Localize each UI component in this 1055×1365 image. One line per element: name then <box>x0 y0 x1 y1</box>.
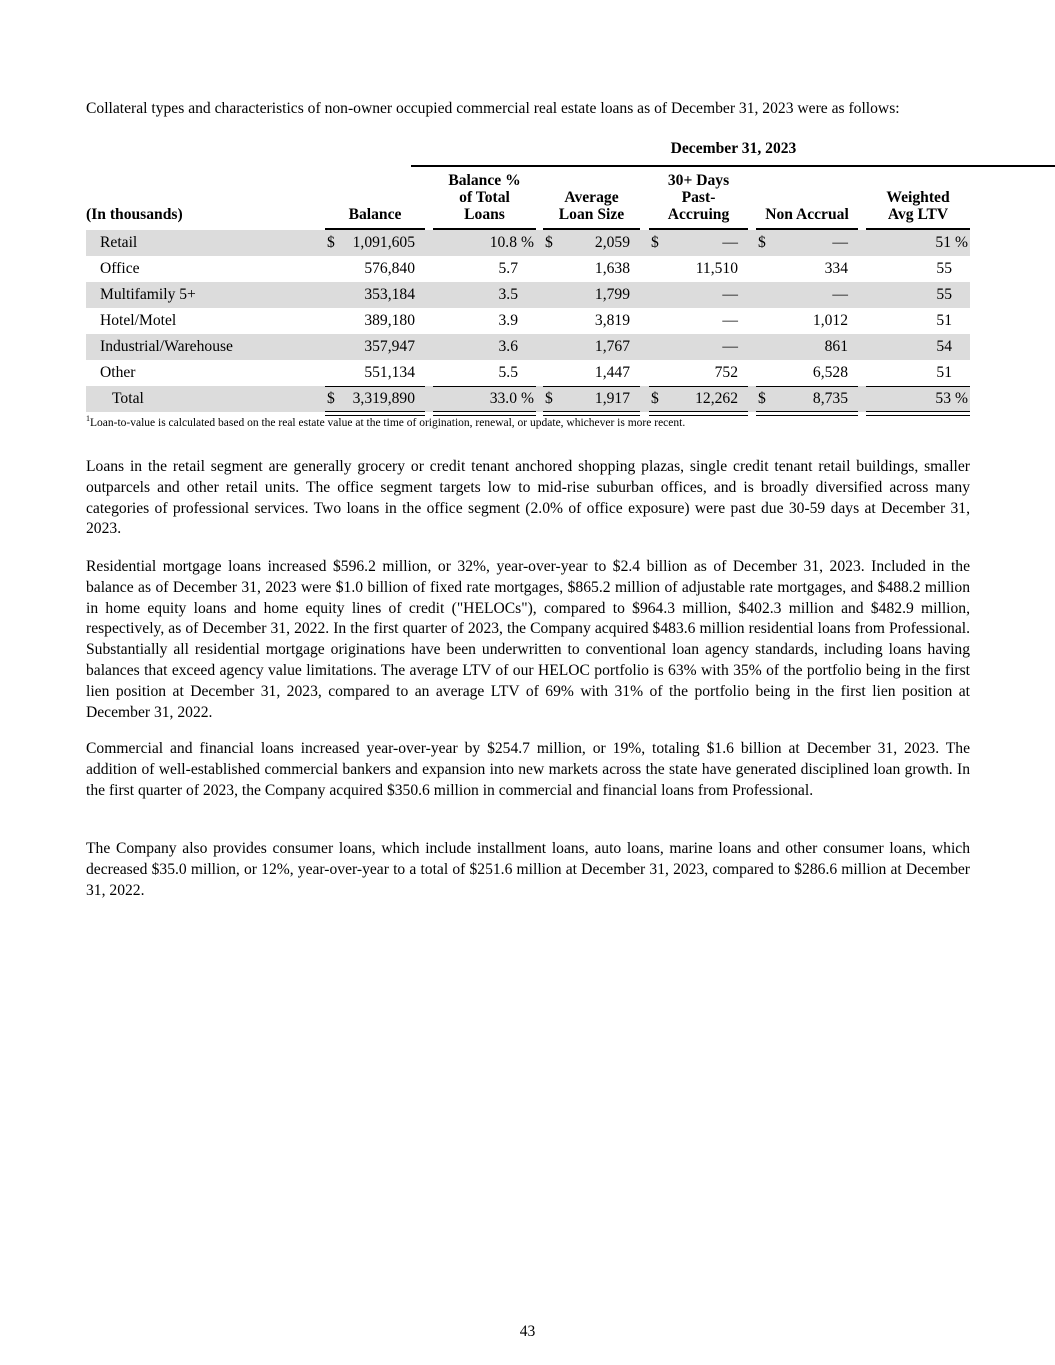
avg-loan-size-cell <box>543 230 630 256</box>
balance-cell <box>325 308 415 334</box>
table-footnote <box>86 414 685 429</box>
total-top-rule <box>866 386 970 387</box>
total-top-rule <box>325 386 425 387</box>
cell-value: 353,184 <box>364 286 415 303</box>
row-label: Multifamily 5+ <box>100 286 196 303</box>
total-top-rule <box>756 386 858 387</box>
balance-pct-cell <box>433 334 518 360</box>
past-due-accruing-header-line: Past- <box>681 189 716 206</box>
cell-value: 1,767 <box>594 338 630 355</box>
balance-pct-cell <box>433 282 518 308</box>
past-due-accruing-cell <box>649 256 738 282</box>
cell-value: 1,447 <box>594 364 630 381</box>
table-row <box>86 334 970 360</box>
in-thousands-header-line: (In thousands) <box>86 206 183 223</box>
in-thousands-header-line <box>86 172 325 189</box>
balance-cell <box>325 386 415 412</box>
non-accrual-cell <box>756 386 848 412</box>
balance-header-line <box>325 172 425 189</box>
past-due-accruing-cell <box>649 230 738 256</box>
cell-value: 5.5 <box>498 364 518 381</box>
balance-pct-header-line: Loans <box>464 206 505 223</box>
column-header-past-due-accruing <box>649 172 748 223</box>
avg-loan-size-cell <box>543 360 630 386</box>
dollar-sign: $ <box>651 234 659 251</box>
balance-pct-cell <box>433 308 518 334</box>
cell-value: — <box>722 234 738 251</box>
row-label: Hotel/Motel <box>100 312 177 329</box>
cell-value: 33.0 <box>489 390 517 407</box>
cell-value: 1,799 <box>594 286 630 303</box>
cell-value: — <box>722 286 738 303</box>
percent-sign: % <box>521 390 534 407</box>
cell-value: 1,638 <box>594 260 630 277</box>
weighted-avg-ltv-header-line: Weighted <box>886 189 950 206</box>
in-thousands-cell <box>100 282 196 308</box>
balance-cell <box>325 360 415 386</box>
in-thousands-cell <box>100 334 233 360</box>
weighted-avg-ltv-header-line <box>866 172 970 189</box>
table-row <box>86 230 970 256</box>
past-due-accruing-cell <box>649 386 738 412</box>
total-double-rule <box>866 411 970 416</box>
cell-value: — <box>832 286 848 303</box>
cell-value: 5.7 <box>498 260 518 277</box>
avg-loan-size-cell <box>543 334 630 360</box>
balance-pct-cell <box>433 360 518 386</box>
balance-pct-cell <box>433 256 518 282</box>
weighted-avg-ltv-cell <box>866 334 952 360</box>
cell-value: 576,840 <box>364 260 415 277</box>
total-top-rule <box>543 386 640 387</box>
in-thousands-cell <box>100 308 176 334</box>
avg-loan-size-header-line <box>543 172 640 189</box>
avg-loan-size-cell <box>543 308 630 334</box>
paragraph-consumer: The Company also provides consumer loans, which include installment loans, auto loans, marine loans and other consumer loans, which decreased $35.0 million, or 12%, year-over-year to a total of $251.6 million at December 31, 2023, compared to $286.6 million at December 31, 2022. <box>86 840 970 899</box>
percent-sign: % <box>521 234 534 251</box>
cell-value: 55 <box>936 286 952 303</box>
non-accrual-header-line: Non Accrual <box>765 206 849 223</box>
cell-value: 51 <box>936 364 952 381</box>
in-thousands-header-line <box>86 189 325 206</box>
non-accrual-header-line <box>756 172 858 189</box>
cell-value: 6,528 <box>812 364 848 381</box>
weighted-avg-ltv-cell <box>866 360 952 386</box>
past-due-accruing-cell <box>649 360 738 386</box>
table-row <box>86 308 970 334</box>
cell-value: 53 <box>935 390 951 407</box>
past-due-accruing-header-line: 30+ Days <box>667 172 730 189</box>
cell-value: 3,819 <box>594 312 630 329</box>
non-accrual-cell <box>756 230 848 256</box>
cell-value: 8,735 <box>812 390 848 407</box>
total-top-rule <box>649 386 748 387</box>
avg-loan-size-cell <box>543 282 630 308</box>
cell-value: — <box>832 234 848 251</box>
past-due-accruing-cell <box>649 334 738 360</box>
cell-value: 51 <box>936 312 952 329</box>
past-due-accruing-cell <box>649 308 738 334</box>
weighted-avg-ltv-cell <box>866 282 952 308</box>
non-accrual-cell <box>756 360 848 386</box>
balance-pct-cell <box>433 230 534 256</box>
table-row <box>86 282 970 308</box>
column-header-balance <box>325 172 425 223</box>
avg-loan-size-header-line: Average <box>564 189 619 206</box>
table-period-header: December 31, 2023 <box>411 140 1055 167</box>
cell-value: 55 <box>936 260 952 277</box>
cell-value: 2,059 <box>594 234 630 251</box>
cell-value: 1,917 <box>594 390 630 407</box>
balance-header-line <box>325 189 425 206</box>
dollar-sign: $ <box>758 234 766 251</box>
cell-value: 3.5 <box>498 286 518 303</box>
cell-value: 334 <box>824 260 848 277</box>
column-header-avg-loan-size <box>543 172 640 223</box>
past-due-accruing-header-line: Accruing <box>667 206 730 223</box>
total-top-rule <box>433 386 536 387</box>
avg-loan-size-cell <box>543 386 630 412</box>
in-thousands-cell <box>100 360 136 386</box>
in-thousands-cell <box>112 386 144 412</box>
table-row <box>86 360 970 386</box>
row-label: Total <box>112 390 144 407</box>
percent-sign: % <box>955 390 968 407</box>
non-accrual-cell <box>756 308 848 334</box>
weighted-avg-ltv-cell <box>866 308 952 334</box>
total-double-rule <box>756 411 858 416</box>
avg-loan-size-header-line: Loan Size <box>558 206 625 223</box>
avg-loan-size-cell <box>543 256 630 282</box>
cell-value: 12,262 <box>695 390 738 407</box>
weighted-avg-ltv-cell <box>866 256 952 282</box>
footnote-mark: 1 <box>86 414 90 423</box>
paragraph-residential: Residential mortgage loans increased $596.2 million, or 32%, year-over-year to $2.4 billion as of December 31, 2023. Included in the balance as of December 31, 2023 were $1.0 billion of fixed rate mortgages, $865.2 million of adjustable rate mortgages, and $488.2 million in home equity loans and home equity lines of credit ("HELOCs"), compared to $964.3 million, $402.3 million and $482.9 million, respectively, as of December 31, 2022. In the first quarter of 2023, the Company acquired $483.6 million residential loans from Professional. Substantially all residential mortgage originations have been underwritten to conventional loan agency standards, including loans having balances that exceed agency value limitations. The average LTV of our HELOC portfolio is 63% with 35% of the portfolio being in the first lien position at December 31, 2023, compared to an average LTV of 69% with 31% of the portfolio being in the first lien position at December 31, 2022. <box>86 558 970 721</box>
percent-sign: % <box>955 234 968 251</box>
dollar-sign: $ <box>545 234 553 251</box>
balance-pct-header-line: of Total <box>459 189 510 206</box>
weighted-avg-ltv-cell <box>866 230 968 256</box>
cell-value: — <box>722 312 738 329</box>
non-accrual-header-line <box>756 189 858 206</box>
non-accrual-cell <box>756 282 848 308</box>
cell-value: 3.9 <box>498 312 518 329</box>
footnote-text: Loan-to-value is calculated based on the real estate value at the time of origination, renewal, or update, whichever is more recent. <box>90 416 686 429</box>
row-label: Retail <box>100 234 138 251</box>
balance-cell <box>325 282 415 308</box>
cell-value: 1,012 <box>812 312 848 329</box>
row-label: Office <box>100 260 140 277</box>
paragraph-retail-office: Loans in the retail segment are generally grocery or credit tenant anchored shopping plazas, single credit tenant retail buildings, smaller outparcels and other retail units. The office segment targets low to mid-rise suburban offices, and is broadly diversified across many categories of professional services. Two loans in the office segment (2.0% of office exposure) were past due 30-59 days at December 31, 2023. <box>86 458 970 538</box>
cell-value: 861 <box>824 338 848 355</box>
cell-value: 551,134 <box>364 364 415 381</box>
cell-value: — <box>722 338 738 355</box>
balance-header-line: Balance <box>348 206 402 223</box>
column-header-weighted-avg-ltv <box>866 172 970 223</box>
cell-value: 51 <box>935 234 951 251</box>
non-accrual-cell <box>756 256 848 282</box>
balance-cell <box>325 256 415 282</box>
cell-value: 11,510 <box>695 260 738 277</box>
row-label: Industrial/Warehouse <box>100 338 233 355</box>
paragraph-commercial: Commercial and financial loans increased year-over-year by $254.7 million, or 19%, totaling $1.6 billion at December 31, 2023. The addition of well-established commercial bankers and expansion into new markets across the state have generated disciplined loan growth. In the first quarter of 2023, the Company acquired $350.6 million in commercial and financial loans from Professional. <box>86 740 970 799</box>
dollar-sign: $ <box>545 390 553 407</box>
total-row <box>86 386 970 412</box>
cell-value: 54 <box>936 338 952 355</box>
past-due-accruing-cell <box>649 282 738 308</box>
in-thousands-cell <box>100 256 140 282</box>
dollar-sign: $ <box>327 390 335 407</box>
cell-value: 3,319,890 <box>352 390 415 407</box>
page-number: 43 <box>519 1323 536 1340</box>
dollar-sign: $ <box>651 390 659 407</box>
cell-value: 752 <box>714 364 738 381</box>
weighted-avg-ltv-cell <box>866 386 968 412</box>
cell-value: 1,091,605 <box>352 234 415 251</box>
column-header-non-accrual <box>756 172 858 223</box>
dollar-sign: $ <box>758 390 766 407</box>
row-label: Other <box>100 364 136 381</box>
balance-cell <box>325 334 415 360</box>
cell-value: 357,947 <box>364 338 415 355</box>
weighted-avg-ltv-header-line: Avg LTV <box>887 206 949 223</box>
balance-pct-cell <box>433 386 534 412</box>
cell-value: 3.6 <box>498 338 518 355</box>
column-header-balance-pct <box>433 172 536 223</box>
in-thousands-cell <box>100 230 137 256</box>
non-accrual-cell <box>756 334 848 360</box>
balance-cell <box>325 230 415 256</box>
balance-pct-header-line: Balance % <box>448 172 521 189</box>
cell-value: 10.8 <box>489 234 517 251</box>
column-header-in-thousands <box>86 172 325 223</box>
cell-value: 389,180 <box>364 312 415 329</box>
table-row <box>86 256 970 282</box>
dollar-sign: $ <box>327 234 335 251</box>
intro-paragraph: Collateral types and characteristics of non-owner occupied commercial real estate loans as of December 31, 2023 were as follows: <box>86 100 900 117</box>
